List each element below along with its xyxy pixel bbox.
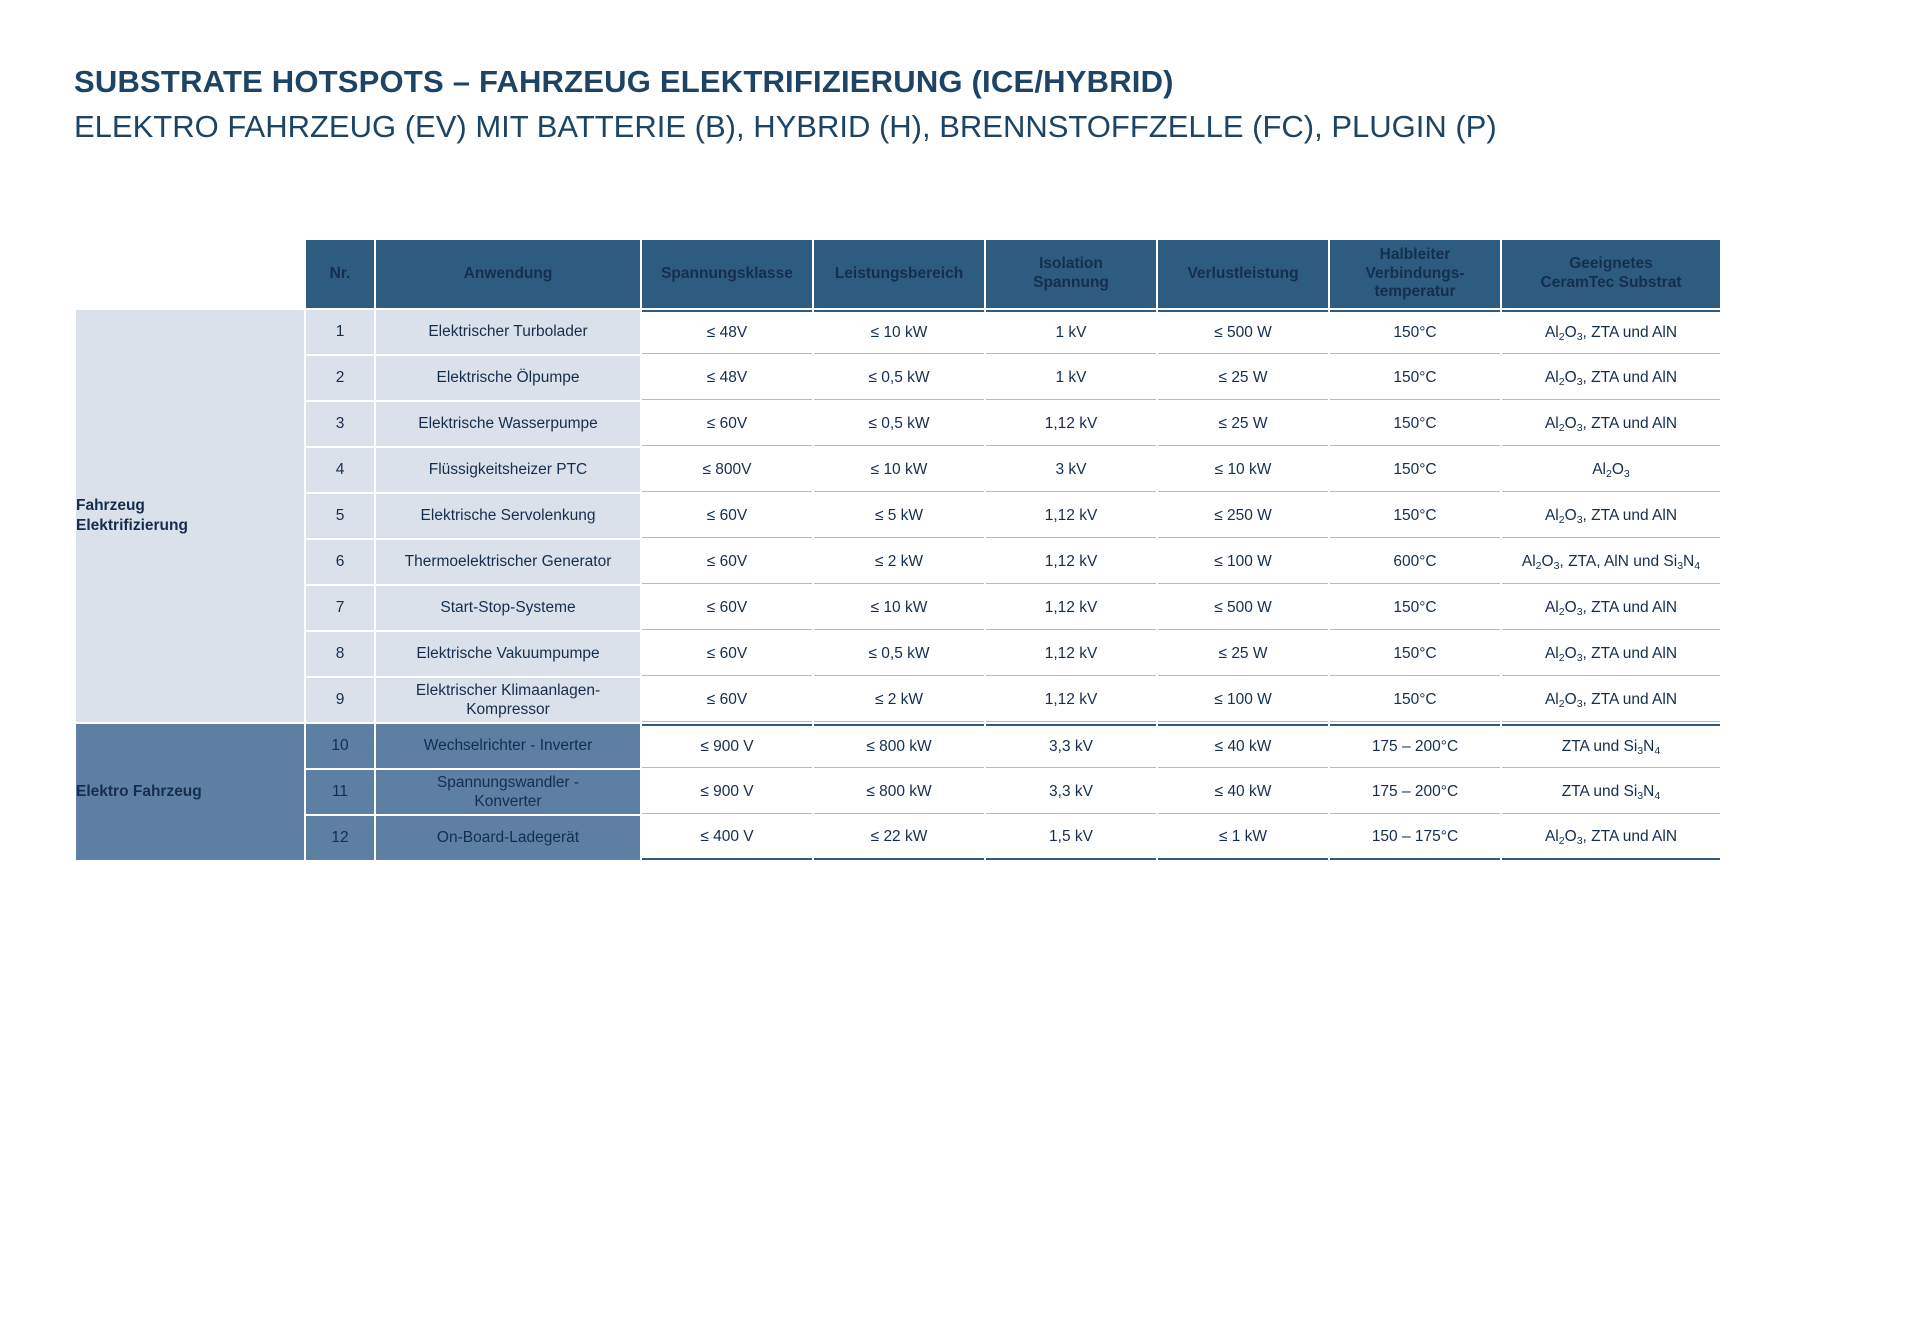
column-header-halbleiter-temperatur [1330,240,1500,308]
cell-isolation-spannung: 3 kV [986,448,1156,492]
table-row[interactable] [76,724,1720,768]
table-row[interactable] [76,586,1720,630]
cell-nr: 4 [306,448,374,492]
cell-nr: 2 [306,356,374,400]
cell-anwendung: Elektrische Wasserpumpe [376,402,640,446]
cell-halbleiter-temperatur: 600°C [1330,540,1500,584]
cell-substrat: $Al_2O_3$, ZTA und AlN [1502,494,1720,538]
cell-nr: 5 [306,494,374,538]
cell-anwendung: Elektrische Vakuumpumpe [376,632,640,676]
cell-anwendung: Thermoelektrischer Generator [376,540,640,584]
column-header-isolation-spannung [986,240,1156,308]
cell-leistungsbereich: ≤ 0,5 kW [814,632,984,676]
cell-leistungsbereich: ≤ 10 kW [814,586,984,630]
column-header-substrat [1502,240,1720,308]
cell-anwendung: Flüssigkeitsheizer PTC [376,448,640,492]
cell-substrat: $Al_2O_3$ [1502,448,1720,492]
cell-nr: 9 [306,678,374,722]
header-line: Verlustleistung [1187,264,1299,282]
cell-nr: 11 [306,770,374,814]
cell-anwendung: Elektrischer Turbolader [376,310,640,354]
cell-halbleiter-temperatur: 150°C [1330,586,1500,630]
table-row[interactable] [76,448,1720,492]
header-line: Spannung [1033,274,1109,291]
cell-spannungsklasse: ≤ 60V [642,678,812,722]
cell-isolation-spannung: 1 kV [986,356,1156,400]
table-row[interactable] [76,816,1720,860]
cell-verlustleistung: ≤ 500 W [1158,586,1328,630]
substrate-table [74,238,1722,862]
header-line: Leistungsbereich [834,264,964,282]
header-line: Halbleiter [1379,245,1451,263]
cell-spannungsklasse: ≤ 60V [642,402,812,446]
cell-isolation-spannung: 3,3 kV [986,770,1156,814]
cell-anwendung: On-Board-Ladegerät [376,816,640,860]
group-label-line: Fahrzeug [76,496,145,514]
group-label-line: Elektrifizierung [76,517,188,534]
header-line: CeramTec Substrat [1540,274,1682,291]
header-line: Verbindungs- [1365,264,1465,282]
cell-verlustleistung: ≤ 250 W [1158,494,1328,538]
cell-verlustleistung: ≤ 40 kW [1158,770,1328,814]
cell-anwendung: Wechselrichter - Inverter [376,724,640,768]
cell-substrat: $Al_2O_3$, ZTA und AlN [1502,310,1720,354]
page-subtitle: ELEKTRO FAHRZEUG (EV) MIT BATTERIE (B), HYBRID (H), BRENNSTOFFZELLE (FC), PLUGIN (P) [74,109,1497,145]
cell-halbleiter-temperatur: 150°C [1330,448,1500,492]
cell-substrat: $Al_2O_3$, ZTA und AlN [1502,632,1720,676]
cell-isolation-spannung: 1,12 kV [986,678,1156,722]
cell-leistungsbereich: ≤ 800 kW [814,770,984,814]
cell-anwendung: Spannungswandler - Konverter [376,770,640,814]
cell-leistungsbereich: ≤ 10 kW [814,310,984,354]
table-row[interactable] [76,494,1720,538]
cell-leistungsbereich: ≤ 0,5 kW [814,356,984,400]
table-row[interactable] [76,632,1720,676]
cell-halbleiter-temperatur: 150°C [1330,678,1500,722]
cell-leistungsbereich: ≤ 22 kW [814,816,984,860]
cell-spannungsklasse: ≤ 60V [642,632,812,676]
cell-halbleiter-temperatur: 175 – 200°C [1330,724,1500,768]
group-label-fahrzeug-elektrifizierung [76,310,304,722]
table-row[interactable] [76,540,1720,584]
cell-verlustleistung: ≤ 10 kW [1158,448,1328,492]
table-header-row [76,240,1720,308]
cell-isolation-spannung: 1,5 kV [986,816,1156,860]
cell-verlustleistung: ≤ 40 kW [1158,724,1328,768]
cell-spannungsklasse: ≤ 60V [642,494,812,538]
cell-verlustleistung: ≤ 100 W [1158,678,1328,722]
cell-substrat: $Al_2O_3$, ZTA, AlN und $Si_3N_4$ [1502,540,1720,584]
cell-leistungsbereich: ≤ 0,5 kW [814,402,984,446]
cell-halbleiter-temperatur: 150°C [1330,632,1500,676]
cell-spannungsklasse: ≤ 60V [642,540,812,584]
cell-substrat: ZTA und $Si_3N_4$ [1502,724,1720,768]
header-line: Spannungsklasse [661,264,793,282]
cell-halbleiter-temperatur: 175 – 200°C [1330,770,1500,814]
header-line: Geeignetes [1569,255,1653,273]
cell-leistungsbereich: ≤ 5 kW [814,494,984,538]
cell-nr: 1 [306,310,374,354]
group-label-elektro-fahrzeug [76,724,304,860]
cell-halbleiter-temperatur: 150 – 175°C [1330,816,1500,860]
cell-leistungsbereich: ≤ 2 kW [814,540,984,584]
column-header-anwendung [376,240,640,308]
cell-nr: 8 [306,632,374,676]
cell-isolation-spannung: 1,12 kV [986,540,1156,584]
cell-isolation-spannung: 1,12 kV [986,586,1156,630]
cell-leistungsbereich: ≤ 2 kW [814,678,984,722]
column-header-spannungsklasse [642,240,812,308]
column-header-nr [306,240,374,308]
cell-spannungsklasse: ≤ 48V [642,310,812,354]
cell-spannungsklasse: ≤ 800V [642,448,812,492]
cell-anwendung: Elektrische Servolenkung [376,494,640,538]
table-row[interactable] [76,356,1720,400]
cell-nr: 10 [306,724,374,768]
table-row[interactable] [76,310,1720,354]
cell-leistungsbereich: ≤ 10 kW [814,448,984,492]
table-row[interactable] [76,678,1720,722]
header-line: Anwendung [463,264,553,282]
header-line: Nr. [329,264,351,282]
table-row[interactable] [76,770,1720,814]
cell-spannungsklasse: ≤ 900 V [642,724,812,768]
column-header-verlustleistung [1158,240,1328,308]
cell-spannungsklasse: ≤ 900 V [642,770,812,814]
cell-verlustleistung: ≤ 100 W [1158,540,1328,584]
column-header-leistungsbereich [814,240,984,308]
cell-substrat: $Al_2O_3$, ZTA und AlN [1502,356,1720,400]
cell-spannungsklasse: ≤ 400 V [642,816,812,860]
header-line: temperatur [1374,283,1456,301]
header-line: Isolation [1039,255,1103,273]
group-label-line: Elektro Fahrzeug [76,782,202,800]
cell-isolation-spannung: 1,12 kV [986,632,1156,676]
header-spacer [76,240,304,308]
cell-verlustleistung: ≤ 1 kW [1158,816,1328,860]
cell-spannungsklasse: ≤ 48V [642,356,812,400]
page-title: SUBSTRATE HOTSPOTS – FAHRZEUG ELEKTRIFIZIERUNG (ICE/HYBRID) [74,64,1174,99]
cell-verlustleistung: ≤ 25 W [1158,402,1328,446]
cell-halbleiter-temperatur: 150°C [1330,310,1500,354]
cell-substrat: ZTA und $Si_3N_4$ [1502,770,1720,814]
cell-substrat: $Al_2O_3$, ZTA und AlN [1502,402,1720,446]
cell-verlustleistung: ≤ 500 W [1158,310,1328,354]
cell-isolation-spannung: 1 kV [986,310,1156,354]
cell-anwendung: Elektrische Ölpumpe [376,356,640,400]
title-block [74,62,1774,147]
cell-verlustleistung: ≤ 25 W [1158,632,1328,676]
cell-verlustleistung: ≤ 25 W [1158,356,1328,400]
cell-nr: 12 [306,816,374,860]
substrate-table-wrap [74,238,1701,862]
cell-halbleiter-temperatur: 150°C [1330,494,1500,538]
cell-spannungsklasse: ≤ 60V [642,586,812,630]
table-row[interactable] [76,402,1720,446]
cell-isolation-spannung: 3,3 kV [986,724,1156,768]
cell-nr: 3 [306,402,374,446]
table-head [76,240,1720,308]
cell-halbleiter-temperatur: 150°C [1330,402,1500,446]
cell-substrat: $Al_2O_3$, ZTA und AlN [1502,816,1720,860]
cell-leistungsbereich: ≤ 800 kW [814,724,984,768]
cell-anwendung: Start-Stop-Systeme [376,586,640,630]
cell-nr: 6 [306,540,374,584]
cell-anwendung: Elektrischer Klimaanlagen- Kompressor [376,678,640,722]
cell-isolation-spannung: 1,12 kV [986,494,1156,538]
cell-substrat: $Al_2O_3$, ZTA und AlN [1502,678,1720,722]
cell-halbleiter-temperatur: 150°C [1330,356,1500,400]
table-body [76,310,1720,860]
cell-nr: 7 [306,586,374,630]
cell-substrat: $Al_2O_3$, ZTA und AlN [1502,586,1720,630]
cell-isolation-spannung: 1,12 kV [986,402,1156,446]
